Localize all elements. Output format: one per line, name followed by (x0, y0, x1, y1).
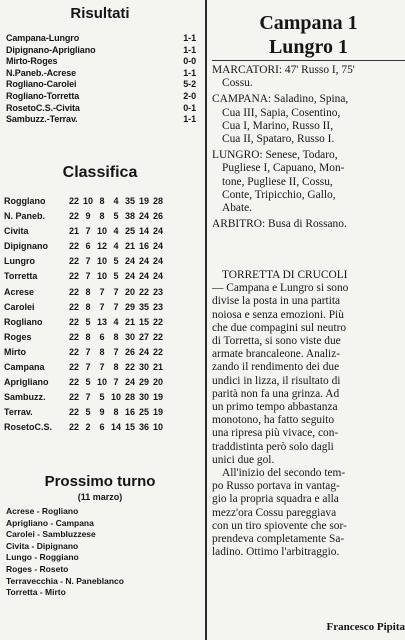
stat-cell: 9 (85, 211, 91, 222)
info-line: Cua II, Spataro, Russo I. (222, 133, 335, 146)
stat-cell: 22 (68, 422, 79, 433)
standings-row (4, 302, 200, 317)
team-name: Rogglano (4, 196, 46, 206)
stat-cell: 2 (85, 422, 91, 433)
result-score: 1-1 (183, 33, 196, 43)
result-row (6, 103, 196, 115)
stat-cell: 21 (124, 316, 135, 327)
info-line: MARCATORI: 47' Russo I, 75' (212, 64, 355, 76)
stat-cell: 23 (152, 301, 163, 312)
stat-cell: 24 (124, 271, 135, 282)
headline-line-2: Lungro 1 (268, 36, 349, 58)
result-teams: Dipignano-Aprigliano (6, 44, 96, 55)
team-name: Lungro (4, 256, 35, 267)
body-line: parità non fa una grinza. Ad (212, 387, 340, 400)
body-line: monotono, ha fatto seguito (212, 414, 335, 427)
stat-cell: 15 (138, 316, 149, 327)
article-column (212, 0, 405, 640)
body-line: di Torretta, si sono viste due (212, 335, 341, 348)
stat-cell: 5 (113, 271, 119, 282)
body-line: che due compagini sul neutro (212, 321, 347, 334)
result-score: 0-1 (183, 102, 196, 113)
body-line: prendeva completamente Sa- (212, 533, 345, 546)
info-line: Cua III, Sapia, Cosentino, (222, 106, 341, 119)
team-name: Aprigliano (4, 377, 49, 388)
body-line: ladino. Ottimo l'arbitraggio. (212, 546, 340, 559)
stat-cell: 20 (124, 286, 135, 297)
stat-cell: 7 (113, 286, 119, 297)
prossimo-title: Prossimo turno (44, 473, 156, 490)
result-score: 0-0 (183, 56, 196, 67)
standings-row (4, 271, 200, 286)
stat-cell: 8 (113, 331, 119, 342)
stat-cell: 23 (152, 286, 163, 297)
result-teams: Sambuzz.-Terrav. (6, 114, 78, 125)
stat-cell: 10 (110, 392, 121, 403)
fixture-row: Civita - Dipignano (6, 540, 79, 551)
stat-cell: 9 (99, 407, 105, 418)
stat-cell: 10 (96, 271, 107, 282)
result-score: 1-1 (183, 114, 196, 125)
standings-row (4, 407, 200, 422)
team-name: Campana (4, 362, 45, 373)
body-line: — Campana e Lungro si sono (212, 282, 349, 295)
risultati-title: Risultati (70, 5, 130, 22)
column-divider (205, 0, 207, 640)
stat-cell: 22 (68, 407, 79, 418)
stat-cell: 14 (138, 226, 149, 237)
stat-cell: 22 (68, 392, 79, 403)
stat-cell: 5 (113, 211, 119, 222)
stat-cell: 22 (152, 331, 163, 342)
info-line: LUNGRO: Senese, Todaro, (212, 149, 338, 162)
standings-row (4, 362, 200, 377)
stat-cell: 19 (152, 407, 163, 418)
left-column (0, 0, 200, 640)
stat-cell: 22 (68, 211, 79, 222)
stat-cell: 19 (138, 196, 149, 206)
stat-cell: 15 (124, 422, 135, 433)
result-row (6, 56, 196, 68)
result-row (6, 45, 196, 57)
author-byline: Francesco Pipita (326, 621, 405, 633)
headline-line-1: Campana 1 (259, 12, 358, 34)
stat-cell: 24 (152, 271, 163, 282)
standings-row (4, 377, 200, 392)
team-name: Terrav. (4, 407, 33, 418)
stat-cell: 5 (85, 316, 91, 327)
body-line: undici in lizza, il risultato di (212, 374, 341, 387)
stat-cell: 8 (85, 331, 91, 342)
fixture-row: Lungo - Roggiano (6, 552, 79, 563)
stat-cell: 14 (110, 422, 121, 433)
stat-cell: 35 (124, 196, 135, 206)
info-line: Pugliese I, Capuano, Mon- (222, 162, 345, 175)
stat-cell: 19 (152, 392, 163, 403)
stat-cell: 29 (138, 377, 149, 388)
stat-cell: 22 (68, 286, 79, 297)
stat-cell: 5 (85, 377, 91, 388)
stat-cell: 10 (82, 196, 93, 206)
stat-cell: 24 (124, 377, 135, 388)
stat-cell: 22 (68, 271, 79, 282)
stat-cell: 22 (68, 377, 79, 388)
standings-row (4, 241, 200, 256)
stat-cell: 24 (138, 271, 149, 282)
stat-cell: 6 (99, 422, 105, 433)
stat-cell: 5 (99, 392, 105, 403)
stat-cell: 7 (113, 346, 119, 357)
standings-row (4, 317, 200, 332)
body-line: armate brancaleone. Analiz- (212, 348, 341, 361)
info-line: Conte, Tripicchio, Gallo, (222, 188, 336, 201)
stat-cell: 30 (138, 362, 149, 373)
result-teams: Mirto-Roges (6, 56, 58, 67)
stat-cell: 22 (68, 196, 79, 206)
result-score: 1-1 (183, 44, 196, 55)
result-teams: Rogliano-Torretta (6, 90, 80, 101)
stat-cell: 6 (85, 241, 91, 252)
stat-cell: 4 (113, 241, 119, 252)
stat-cell: 10 (152, 422, 163, 433)
stat-cell: 35 (138, 301, 149, 312)
body-line: noiosa e senza emozioni. Più (212, 308, 344, 321)
stat-cell: 10 (96, 226, 107, 237)
result-score: 2-0 (183, 90, 196, 101)
stat-cell: 7 (85, 226, 91, 237)
stat-cell: 10 (96, 377, 107, 388)
fixture-row: Aprigliano - Campana (6, 517, 94, 528)
stat-cell: 29 (124, 301, 135, 312)
standings-row (4, 422, 200, 437)
stat-cell: 12 (96, 241, 107, 252)
body-line: po Russo portava in vantag- (212, 480, 340, 493)
stat-cell: 4 (113, 226, 119, 237)
classifica-title: Classifica (62, 164, 138, 181)
stat-cell: 16 (124, 407, 135, 418)
stat-cell: 22 (68, 241, 79, 252)
stat-cell: 7 (113, 377, 119, 388)
headline-divider (212, 60, 405, 61)
stat-cell: 25 (124, 226, 135, 237)
info-line: Cua I, Marino, Russo II, (222, 119, 334, 132)
stat-cell: 21 (152, 362, 163, 373)
stat-cell: 5 (113, 256, 119, 267)
stat-cell: 25 (138, 407, 149, 418)
stat-cell: 22 (68, 331, 79, 342)
result-row (6, 33, 196, 45)
fixture-row: Terravecchia - N. Paneblanco (6, 575, 124, 586)
info-line: Cossu. (222, 77, 253, 90)
result-teams: N.Paneb.-Acrese (6, 67, 77, 78)
fixture-row: Roges - Roseto (6, 563, 69, 574)
standings-row (4, 226, 200, 241)
info-line: CAMPANA: Saladino, Spina, (212, 93, 349, 106)
team-name: Rogliano (4, 316, 43, 327)
info-line: ARBITRO: Busa di Rossano. (212, 218, 347, 231)
stat-cell: 4 (113, 196, 119, 206)
stat-cell: 10 (96, 256, 107, 267)
body-line: divise la posta in una partita (212, 295, 341, 308)
stat-cell: 26 (124, 346, 135, 357)
team-name: Dipignano (4, 241, 48, 252)
result-score: 1-1 (183, 67, 196, 78)
result-row (6, 79, 196, 91)
standings-row (4, 211, 200, 226)
stat-cell: 24 (138, 211, 149, 222)
result-row (6, 68, 196, 80)
stat-cell: 30 (124, 331, 135, 342)
stat-cell: 7 (85, 392, 91, 403)
result-teams: Rogliano-Carolei (6, 79, 77, 90)
stat-cell: 24 (124, 256, 135, 267)
stat-cell: 22 (152, 346, 163, 357)
fixtures-list (6, 506, 200, 599)
stat-cell: 30 (138, 392, 149, 403)
stat-cell: 21 (68, 226, 79, 237)
stat-cell: 7 (99, 286, 105, 297)
stat-cell: 22 (68, 316, 79, 327)
stat-cell: 7 (113, 301, 119, 312)
body-line: TORRETTA DI CRUCOLI (222, 269, 348, 281)
prossimo-date: (11 marzo) (77, 492, 123, 502)
stat-cell: 22 (124, 362, 135, 373)
stat-cell: 26 (152, 211, 163, 222)
team-name: N. Paneb. (4, 211, 46, 222)
stat-cell: 7 (99, 301, 105, 312)
fixture-row: Acrese - Rogliano (6, 506, 79, 516)
team-name: RosetoC.S. (4, 422, 53, 433)
stat-cell: 8 (113, 362, 119, 373)
standings-row (4, 332, 200, 347)
info-line: Abate. (222, 202, 253, 215)
stat-cell: 6 (99, 331, 105, 342)
article-headline (212, 11, 405, 59)
stat-cell: 7 (99, 362, 105, 373)
body-line: mezz'ora Cossu pareggiava (212, 506, 337, 519)
stat-cell: 27 (138, 331, 149, 342)
stat-cell: 24 (152, 241, 163, 252)
results-list (6, 33, 196, 126)
stat-cell: 22 (68, 301, 79, 312)
stat-cell: 13 (96, 316, 107, 327)
stat-cell: 8 (85, 286, 91, 297)
stat-cell: 8 (99, 346, 105, 357)
stat-cell: 24 (152, 226, 163, 237)
stat-cell: 22 (68, 256, 79, 267)
result-row (6, 91, 196, 103)
body-line: unici due gol. (212, 453, 275, 466)
stat-cell: 22 (152, 316, 163, 327)
stat-cell: 8 (85, 301, 91, 312)
team-name: Civita (4, 226, 29, 237)
team-name: Sambuzz. (4, 392, 46, 403)
stat-cell: 7 (85, 271, 91, 282)
stat-cell: 38 (124, 211, 135, 222)
result-row (6, 114, 196, 126)
standings-row (4, 196, 200, 211)
standings-row (4, 347, 200, 362)
body-line: All'inizio del secondo tem- (222, 467, 346, 480)
stat-cell: 7 (85, 346, 91, 357)
team-name: Torretta (4, 271, 38, 282)
stat-cell: 16 (138, 241, 149, 252)
team-name: Mirto (4, 346, 26, 357)
standings-row (4, 287, 200, 302)
stat-cell: 36 (138, 422, 149, 433)
stat-cell: 8 (99, 211, 105, 222)
team-name: Carolei (4, 301, 35, 312)
body-line: traddistinta però solo dagli (212, 440, 334, 453)
stat-cell: 22 (68, 346, 79, 357)
stat-cell: 28 (152, 196, 163, 206)
result-score: 5-2 (183, 79, 196, 90)
info-line: tone, Pugliese II, Cossu, (222, 175, 333, 188)
team-name: Roges (4, 331, 32, 342)
stat-cell: 8 (113, 407, 119, 418)
stat-cell: 28 (124, 392, 135, 403)
fixture-row: Carolei - Sambluzzese (6, 529, 96, 540)
standings-row (4, 256, 200, 271)
body-line: un primo tempo abbastanza (212, 401, 338, 414)
result-teams: RosetoC.S.-Civita (6, 102, 80, 113)
stat-cell: 4 (113, 316, 119, 327)
stat-cell: 21 (124, 241, 135, 252)
stat-cell: 20 (152, 377, 163, 388)
fixture-row: Torretta - Mirto (6, 587, 66, 598)
stat-cell: 22 (138, 286, 149, 297)
match-info (212, 64, 405, 231)
standings-table (4, 196, 200, 438)
stat-cell: 8 (99, 196, 105, 206)
stat-cell: 7 (85, 362, 91, 373)
standings-row (4, 392, 200, 407)
body-line: gio la propria squadra e alla (212, 493, 339, 506)
stat-cell: 24 (152, 256, 163, 267)
body-line: zando il rendimento dei due (212, 361, 340, 374)
stat-cell: 7 (85, 256, 91, 267)
article-body (212, 269, 405, 559)
stat-cell: 24 (138, 256, 149, 267)
team-name: Acrese (4, 286, 35, 297)
result-teams: Campana-Lungro (6, 33, 80, 43)
body-line: una ripresa più vivace, con- (212, 427, 339, 440)
stat-cell: 24 (138, 346, 149, 357)
body-line: con un tiro spiovente che sor- (212, 519, 347, 532)
stat-cell: 22 (68, 362, 79, 373)
stat-cell: 5 (85, 407, 91, 418)
